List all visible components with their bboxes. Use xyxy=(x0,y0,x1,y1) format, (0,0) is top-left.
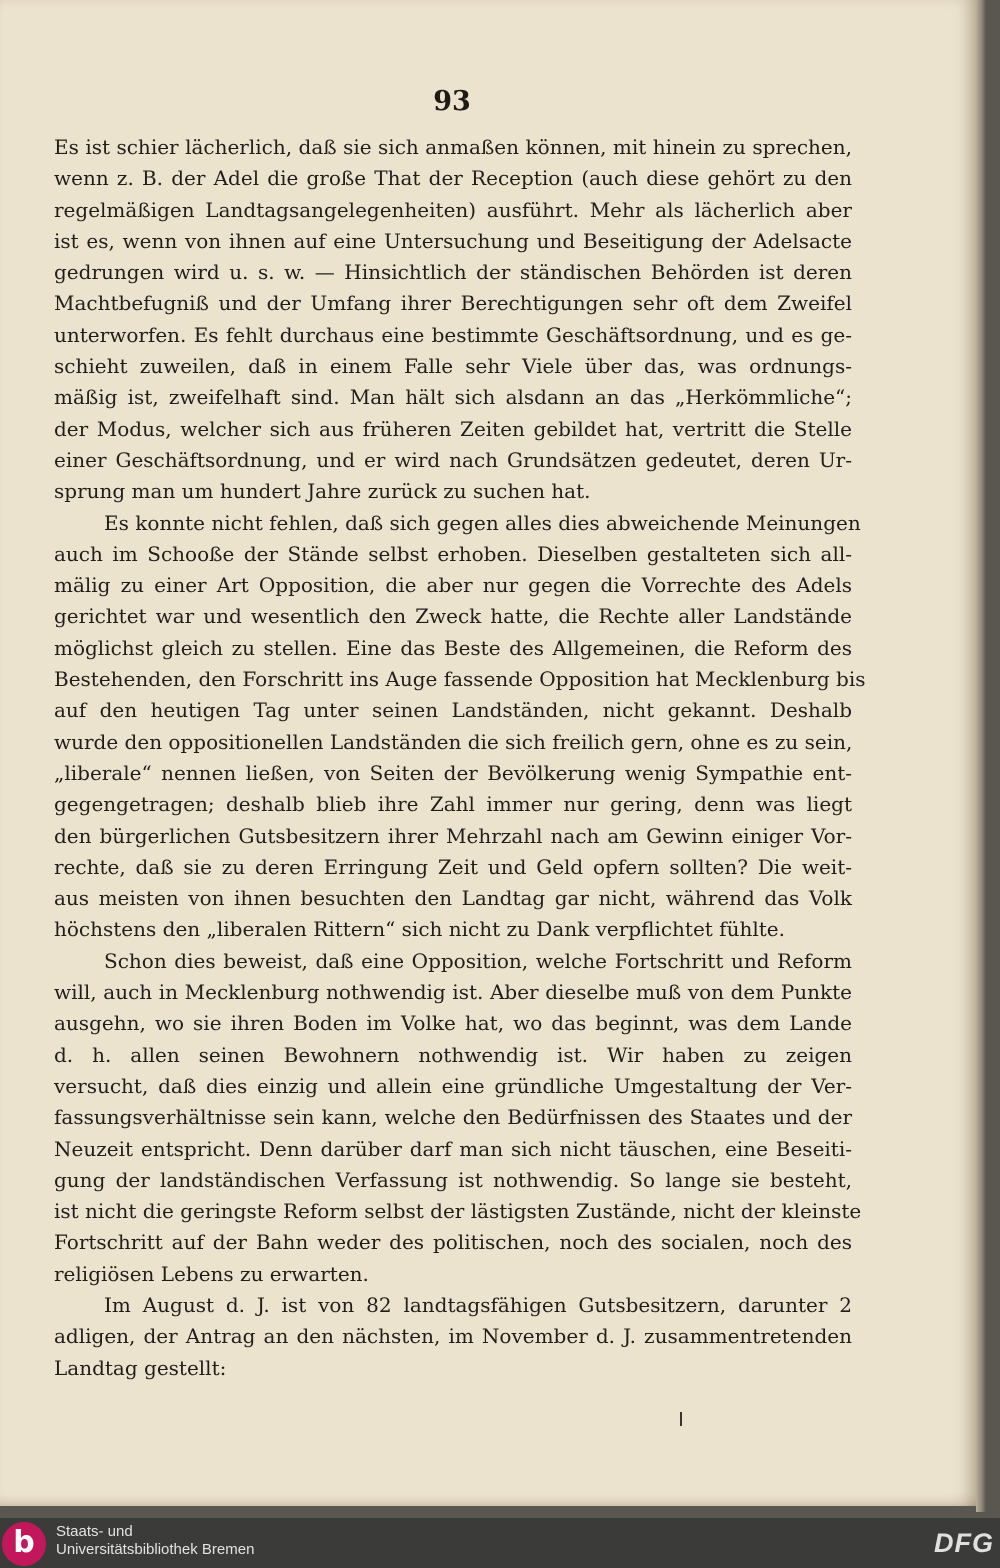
text-line: gerichtet war und wesentlich den Zweck hatte, die Rechte aller Landstände xyxy=(54,604,852,629)
text-line: den bürgerlichen Gutsbesitzern ihrer Mehrzahl nach am Gewinn einiger Vor- xyxy=(54,823,852,848)
text-line: ist nicht die geringste Reform selbst der lästigsten Zustände, nicht der kleinste xyxy=(54,1199,862,1224)
page-body-text xyxy=(54,132,866,1384)
library-name[interactable] xyxy=(56,1523,254,1559)
text-line: Bestehenden, den Forschritt ins Auge fassende Opposition hat Mecklenburg bis xyxy=(54,667,866,692)
text-line: Es ist schier lächerlich, daß sie sich anmaßen können, mit hinein zu sprechen, xyxy=(54,135,852,159)
paragraph xyxy=(54,132,852,508)
text-line: regelmäßigen Landtagsangelegenheiten) ausführt. Mehr als lächerlich aber xyxy=(54,197,852,222)
text-line: „liberale“ nennen ließen, von Seiten der Bevölkerung wenig Sympathie ent- xyxy=(54,760,852,785)
text-line: adligen, der Antrag an den nächsten, im November d. J. zusammentretenden xyxy=(54,1324,852,1349)
text-line: gung der landständischen Verfassung ist nothwendig. So lange sie besteht, xyxy=(54,1167,852,1192)
text-line: Im August d. J. ist von 82 landtagsfähigen Gutsbesitzern, darunter 2 xyxy=(104,1292,852,1317)
text-line: Machtbefugniß und der Umfang ihrer Berechtigungen sehr oft dem Zweifel xyxy=(54,291,852,316)
text-line: d. h. allen seinen Bewohnern nothwendig ist. Wir haben zu zeigen xyxy=(54,1042,852,1067)
library-logo-icon[interactable]: b xyxy=(2,1522,46,1566)
text-line: wenn z. B. der Adel die große That der Reception (auch diese gehört zu den xyxy=(54,166,852,191)
text-line: auch im Schooße der Stände selbst erhoben. Dieselben gestalteten sich all- xyxy=(54,541,852,566)
text-line: fassungsverhältnisse sein kann, welche den Bedürfnissen des Staates und der xyxy=(54,1105,852,1130)
text-line: Es konnte nicht fehlen, daß sich gegen alles dies abweichende Meinungen xyxy=(104,510,861,535)
text-line: sprung man um hundert Jahre zurück zu suchen hat. xyxy=(54,479,591,504)
text-line: mäßig ist, zweifelhaft sind. Man hält sich alsdann an das „Herkömmliche“; xyxy=(54,385,852,410)
text-line: unterworfen. Es fehlt durchaus eine bestimmte Geschäftsordnung, und es ge- xyxy=(54,322,852,347)
page-number: 93 xyxy=(433,86,471,117)
text-line: auf den heutigen Tag unter seinen Landständen, nicht gekannt. Deshalb xyxy=(54,698,852,723)
paragraph xyxy=(54,1290,852,1384)
text-line: ausgehn, wo sie ihren Boden im Volke hat, wo das beginnt, was dem Lande xyxy=(54,1011,852,1036)
library-name-line2: Universitätsbibliothek Bremen xyxy=(56,1541,255,1558)
text-line: Landtag gestellt: xyxy=(54,1355,227,1380)
text-line: schieht zuweilen, daß in einem Falle sehr Viele über das, was ordnungs- xyxy=(54,354,852,379)
text-line: ist es, wenn von ihnen auf eine Untersuchung und Beseitigung der Adelsacte xyxy=(54,228,852,253)
paragraph xyxy=(54,946,862,1290)
text-line: religiösen Lebens zu erwarten. xyxy=(54,1261,369,1286)
text-line: will, auch in Mecklenburg nothwendig ist. Aber dieselbe muß von dem Punkte xyxy=(54,980,852,1005)
library-name-line1: Staats- und xyxy=(56,1523,133,1540)
text-line: Neuzeit entspricht. Denn darüber darf man sich nicht täuschen, eine Beseiti- xyxy=(54,1136,852,1161)
page-edge xyxy=(976,0,986,1512)
text-line: rechte, daß sie zu deren Erringung Zeit und Geld opfern sollten? Die weit- xyxy=(54,854,852,879)
dfg-logo[interactable]: DFG xyxy=(934,1528,994,1558)
text-line: der Modus, welcher sich aus früheren Zeiten gebildet hat, vertritt die Stelle xyxy=(54,416,852,441)
paragraph xyxy=(54,508,866,946)
text-line: Fortschritt auf der Bahn weder des politischen, noch des socialen, noch des xyxy=(54,1230,852,1255)
text-line: Schon dies beweist, daß eine Opposition, welche Fortschritt und Reform xyxy=(104,948,852,973)
text-line: mälig zu einer Art Opposition, die aber nur gegen die Vorrechte des Adels xyxy=(54,573,852,598)
text-line: höchstens den „liberalen Rittern“ sich nicht zu Dank verpflichtet fühlte. xyxy=(54,917,785,942)
text-line: gedrungen wird u. s. w. — Hinsichtlich der ständischen Behörden ist deren xyxy=(54,260,852,285)
text-line: wurde den oppositionellen Landständen die sich freilich gern, ohne es zu sein, xyxy=(54,729,853,754)
text-line: möglichst gleich zu stellen. Eine das Beste des Allgemeinen, die Reform des xyxy=(54,635,852,660)
text-line: einer Geschäftsordnung, und er wird nach Grundsätzen gedeutet, deren Ur- xyxy=(54,447,852,472)
text-line: gegengetragen; deshalb blieb ihre Zahl immer nur gering, denn was liegt xyxy=(54,792,852,817)
ink-mark xyxy=(680,1412,682,1426)
text-line: aus meisten von ihnen besuchten den Landtag gar nicht, während das Volk xyxy=(54,886,852,911)
text-line: versucht, daß dies einzig und allein eine gründliche Umgestaltung der Ver- xyxy=(54,1073,852,1098)
